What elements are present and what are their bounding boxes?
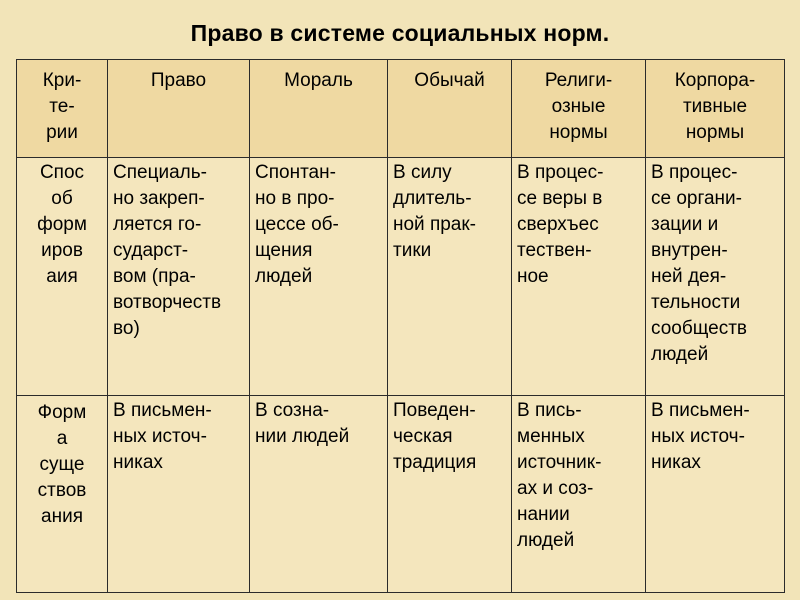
table-cell: В письмен- ных источ- никах	[108, 396, 250, 593]
table-header-row	[17, 60, 785, 158]
table-row-existence	[17, 396, 785, 593]
table-cell: Спонтан- но в про- цессе об- щения людей	[250, 158, 388, 396]
table-cell: Поведен- ческая традиция	[388, 396, 512, 593]
header-cell-criteria: Кри- те- рии	[17, 60, 108, 158]
header-cell-law: Право	[108, 60, 250, 158]
table-cell: В созна- нии людей	[250, 396, 388, 593]
criterion-cell: Спос об форм иров аия	[17, 158, 108, 396]
header-cell-corporate-norms: Корпора- тивные нормы	[646, 60, 785, 158]
table-cell: В письмен- ных источ- никах	[646, 396, 785, 593]
table-cell: Специаль- но закреп- ляется го- сударст- вом (пра- вотворчеств во)	[108, 158, 250, 396]
table-cell: В силу длитель- ной прак- тики	[388, 158, 512, 396]
table-cell: В пись- менных источник- ах и соз- нании людей	[512, 396, 646, 593]
criterion-cell: Форм а суще ствов ания	[17, 396, 108, 593]
header-cell-religious-norms: Религи- озные нормы	[512, 60, 646, 158]
norms-table	[16, 59, 785, 593]
table-cell: В процес- се органи- зации и внутрен- ней дея- тельности сообществ людей	[646, 158, 785, 396]
table-cell: В процес- се веры в сверхъес тествен- ное	[512, 158, 646, 396]
page-title: Право в системе социальных норм.	[190, 20, 610, 46]
header-cell-custom: Обычай	[388, 60, 512, 158]
table-row-formation	[17, 158, 785, 396]
header-cell-morality: Мораль	[250, 60, 388, 158]
